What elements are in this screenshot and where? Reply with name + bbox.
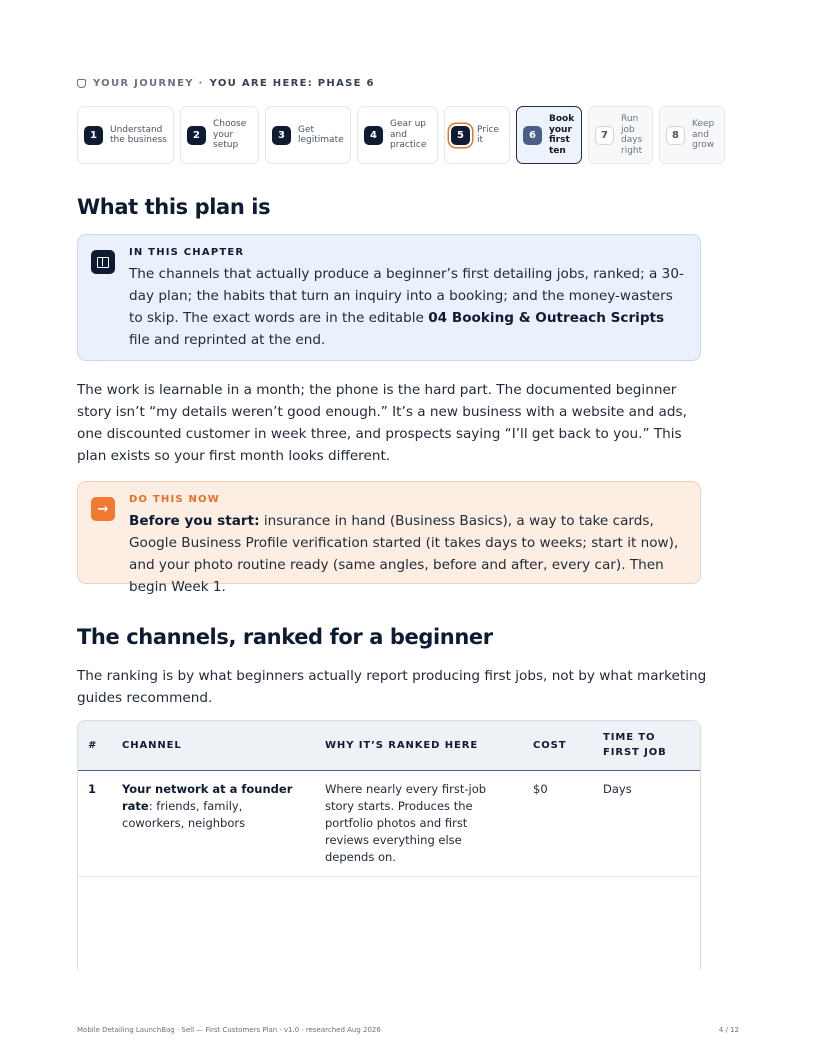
step-label: Book your first ten: [549, 114, 575, 156]
step-2[interactable]: [180, 106, 259, 164]
step-number: 3: [272, 126, 291, 145]
action-kicker: DO THIS NOW: [129, 494, 220, 505]
info-callout: [77, 234, 701, 361]
row-cost: $0: [523, 770, 593, 876]
table-row: [78, 770, 700, 876]
book-icon: [91, 250, 115, 274]
footer-page-number: 4 / 12: [718, 1026, 739, 1034]
phase-stepper: [77, 106, 725, 164]
step-5[interactable]: [444, 106, 510, 164]
step-label: Gear up and practice: [390, 119, 427, 151]
col-header-why: WHY IT’S RANKED HERE: [315, 721, 523, 770]
row-num: 1: [78, 770, 112, 876]
row-channel: Your network at a founder rate: friends, family, coworkers, neighbors: [112, 770, 315, 876]
col-header-cost: COST: [523, 721, 593, 770]
col-header-time: TIME TO FIRST JOB: [593, 721, 700, 770]
col-header-num: #: [78, 721, 112, 770]
step-label: Choose your setup: [213, 119, 247, 151]
step-number: 2: [187, 126, 206, 145]
breadcrumb: [77, 78, 375, 89]
row-time: Days: [593, 770, 700, 876]
step-label: Run job days right: [621, 114, 643, 156]
action-text: Before you start: insurance in hand (Business Basics), a way to take cards, Google Business Profile verification started (it takes days to weeks; start it now), and your photo routine ready (same angles, before and after, every car). Then begin Week 1.: [129, 513, 679, 595]
col-header-channel: CHANNEL: [112, 721, 315, 770]
step-number: 8: [666, 126, 685, 145]
breadcrumb-journey: YOUR JOURNEY ·: [93, 78, 204, 89]
step-1[interactable]: [77, 106, 174, 164]
step-6[interactable]: [516, 106, 582, 164]
intro-paragraph: The work is learnable in a month; the phone is the hard part. The documented beginner story isn’t “my details weren’t good enough.” It’s a new business with a website and ads, one discounted customer in week three, and prospects saying “I’ll get back to you.” This plan exists so your first month looks different.: [77, 382, 687, 464]
scripts-file-name: 04 Booking & Outreach Scripts: [428, 310, 665, 326]
step-number: 4: [364, 126, 383, 145]
step-number: 6: [523, 126, 542, 145]
table-header-row: [78, 721, 700, 770]
section-title-plan: What this plan is: [77, 195, 271, 219]
arrow-right-icon: →: [91, 497, 115, 521]
row-why: Where nearly every first-job story starts. Produces the portfolio photos and first reviews everything else depends on.: [315, 770, 523, 876]
lock-icon: [77, 79, 86, 88]
breadcrumb-here: YOU ARE HERE: PHASE 6: [209, 78, 375, 89]
channels-table: [77, 720, 701, 970]
step-number: 1: [84, 126, 103, 145]
step-8[interactable]: [659, 106, 725, 164]
action-callout: [77, 481, 701, 595]
step-label: Get legitimate: [298, 124, 344, 145]
section-title-channels: The channels, ranked for a beginner: [77, 625, 493, 649]
step-number: 5: [451, 126, 470, 145]
ranking-note: The ranking is by what beginners actually report producing first jobs, not by what marketing guides recommend.: [77, 668, 707, 706]
step-label: Price it: [477, 124, 499, 145]
step-label: Understand the business: [110, 124, 167, 145]
step-3[interactable]: [265, 106, 351, 164]
info-text: The channels that actually produce a beginner’s first detailing jobs, ranked; a 30-day plan; the habits that turn an inquiry into a booking; and the money-wasters to skip. The exact words are in the editable 04 Booking & Outreach Scripts file and reprinted at the end.: [129, 266, 684, 348]
step-7[interactable]: [588, 106, 653, 164]
step-4[interactable]: [357, 106, 438, 164]
step-label: Keep and grow: [692, 119, 715, 151]
step-number: 7: [595, 126, 614, 145]
footer-doc-info: Mobile Detailing LaunchBag · Sell — First Customers Plan · v1.0 · researched Aug 2026: [77, 1026, 381, 1034]
info-kicker: IN THIS CHAPTER: [129, 247, 245, 258]
